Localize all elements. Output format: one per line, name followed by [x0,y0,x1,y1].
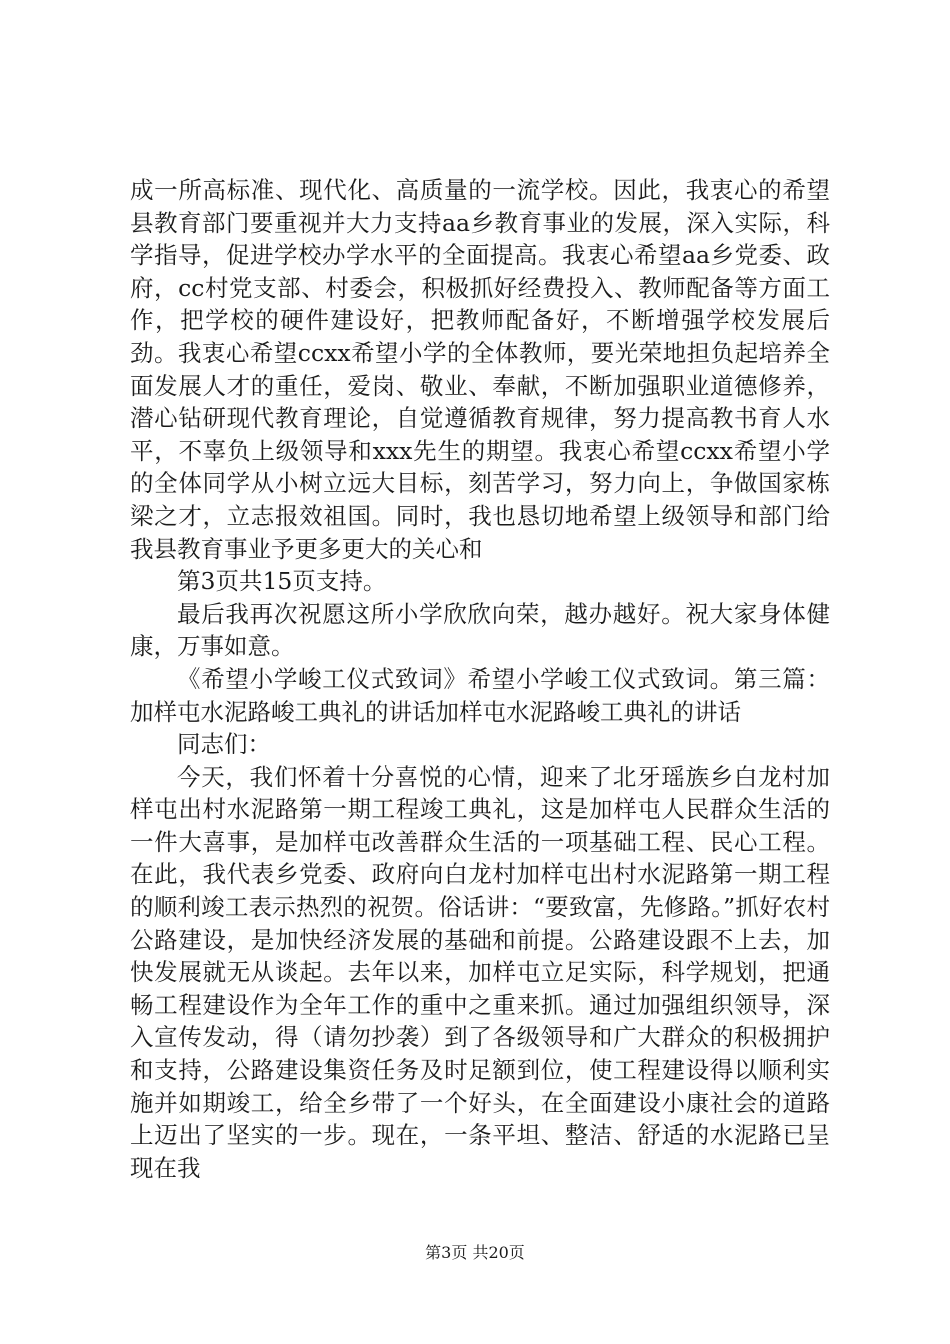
paragraph-speech-body: 今天，我们怀着十分喜悦的心情，迎来了北牙瑶族乡白龙村加样屯出村水泥路第一期工程竣工典礼，这是加样屯人民群众生活的一件大喜事，是加样屯改善群众生活的一项基础工程、民心工程。在此，我代表乡党委、政府向白龙村加样屯出村水泥路第一期工程的顺利竣工表示热烈的祝贺。俗话讲：“要致富，先修路。”抓好农村公路建设，是加快经济发展的基础和前提。公路建设跟不上去，加快发展就无从谈起。去年以来，加样屯立足实际，科学规划，把通畅工程建设作为全年工作的重中之重来抓。通过加强组织领导，深入宣传发动，得（请勿抄袭）到了各级领导和广大群众的积极拥护和支持，公路建设集资任务及时足额到位，使工程建设得以顺利实施并如期竣工，给全乡带了一个好头，在全面建设小康社会的道路上迈出了坚实的一步。现在，一条平坦、整洁、舒适的水泥路已呈现在我 [130,762,830,1182]
paragraph-salutation: 同志们： [177,730,271,759]
paragraph-page-marker: 第3页共15页支持。 [177,567,387,596]
paragraph-continuation: 成一所高标准、现代化、高质量的一流学校。因此，我衷心的希望县教育部门要重视并大力支持aa乡教育事业的发展，深入实际，科学指导，促进学校办学水平的全面提高。我衷心希望aa乡党委、政府，cc村党支部、村委会，积极抓好经费投入、教师配备等方面工作，把学校的硬件建设好，把教师配备好，不断增强学校发展后劲。我衷心希望ccxx希望小学的全体教师，要光荣地担负起培养全面发展人才的重任，爱岗、敬业、奉献，不断加强职业道德修养，潜心钻研现代教育理论，自觉遵循教育规律，努力提高教书育人水平，不辜负上级领导和xxx先生的期望。我衷心希望ccxx希望小学的全体同学从小树立远大目标，刻苦学习，努力向上，争做国家栋梁之才，立志报效祖国。同时，我也恳切地希望上级领导和部门给我县教育事业予更多更大的关心和 [130,176,830,563]
paragraph-section-heading: 《希望小学峻工仪式致词》希望小学峻工仪式致词。第三篇：加样屯水泥路峻工典礼的讲话加样屯水泥路峻工典礼的讲话 [130,664,830,726]
paragraph-closing-wish: 最后我再次祝愿这所小学欣欣向荣，越办越好。祝大家身体健康，万事如意。 [130,599,830,661]
page-footer: 第3页 共20页 [425,1243,525,1262]
body-text [130,174,830,1184]
